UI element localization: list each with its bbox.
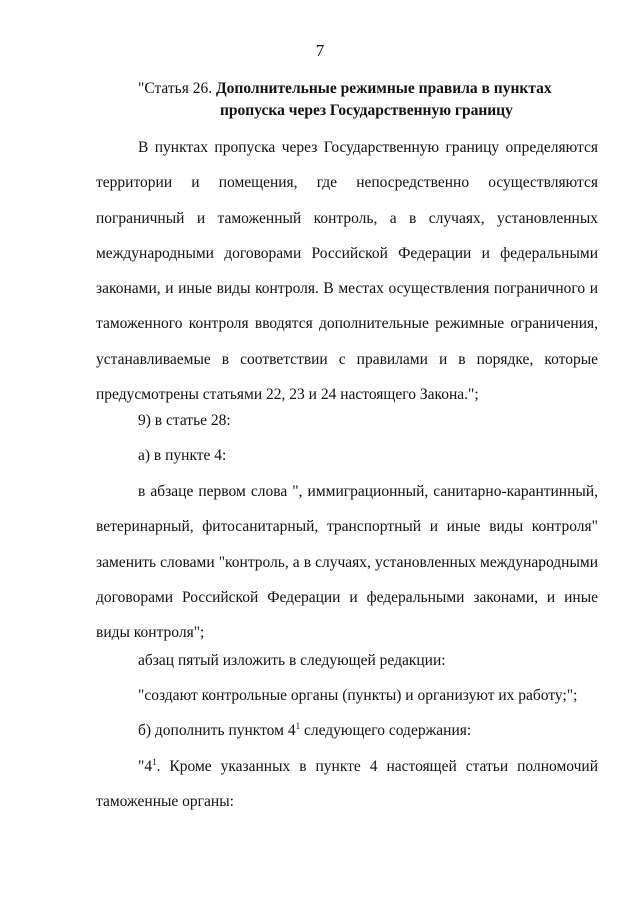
paragraph-five-instruction: абзац пятый изложить в следующей редакции:: [138, 652, 446, 669]
article-body-paragraph: В пунктах пропуска через Государственную границу определяются территории и помещения, где непосредственно осуществляются пограничный и таможенный контроль, а в случаях, установленных международными договорами Российской Федерации и федеральными законами, и иные виды контроля. В местах осуществления пограничного и таможенного контроля вводятся дополнительные режимные ограничения, устанавливаемые в соответствии с правилами и в порядке, которые предусмотрены статьями 22, 23 и 24 настоящего Закона.";: [96, 139, 598, 404]
page-number: 7: [315, 41, 325, 60]
new-point-text: . Кроме указанных в пункте 4 настоящей статьи полномочий таможенные органы:: [96, 758, 598, 811]
new-point-superscript: 1: [152, 756, 157, 767]
quoted-replacement-text: "создают контрольные органы (пункты) и организуют их работу;";: [138, 687, 578, 704]
article-title-line2: пропуска через Государственную границу: [220, 102, 513, 119]
new-point-paragraph: [96, 749, 598, 820]
article-number: "Статья 26.: [138, 80, 213, 97]
amendment-paragraph: в абзаце первом слова ", иммиграционный, санитарно-карантинный, ветеринарный, фитосанитарный, транспортный и иные виды контроля" заменить словами "контроль, а в случаях, установленных международными договорами Российской Федерации и федеральными законами, и иные виды контроля";: [96, 483, 598, 642]
item-b-suffix: следующего содержания:: [300, 722, 472, 739]
item-b: [138, 720, 471, 742]
item-a: а) в пункте 4:: [138, 447, 227, 464]
article-title-line1: Дополнительные режимные правила в пунктах: [216, 80, 552, 97]
item-9: 9) в статье 28:: [138, 412, 231, 429]
item-b-superscript: 1: [295, 720, 301, 731]
article-heading: [138, 78, 552, 122]
item-b-prefix: б) дополнить пунктом 4: [138, 722, 296, 739]
new-point-prefix: "4: [138, 758, 153, 775]
